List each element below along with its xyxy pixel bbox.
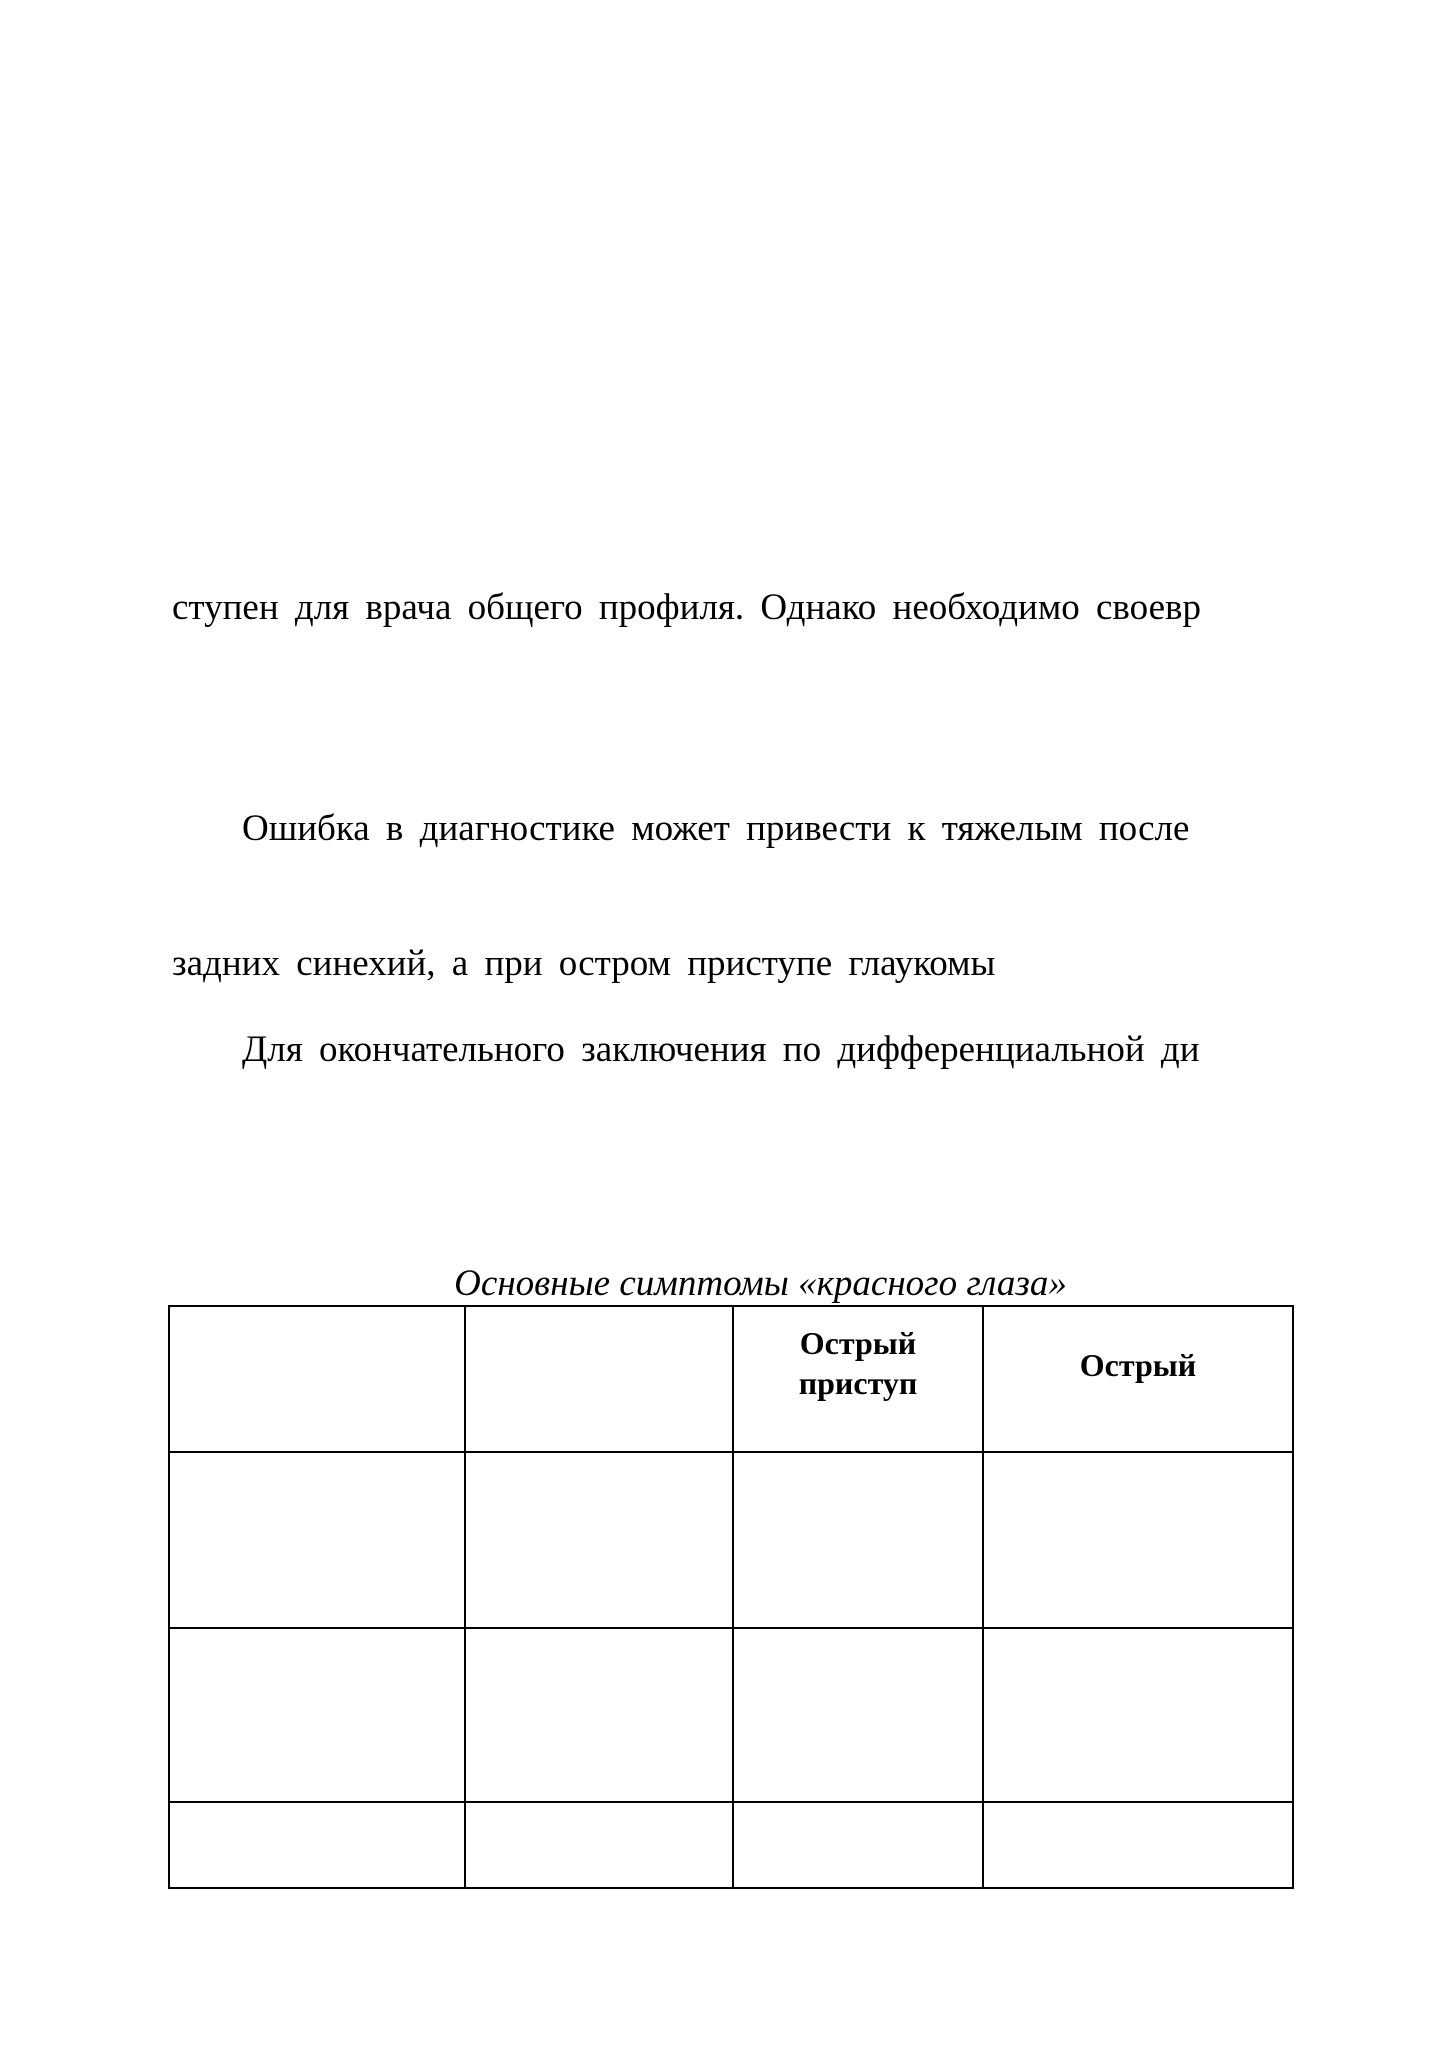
table-cell	[733, 1628, 983, 1802]
table-cell	[465, 1628, 733, 1802]
table-cell	[733, 1452, 983, 1628]
header-cell	[983, 1306, 1293, 1452]
table-cell	[169, 1628, 465, 1802]
symptoms-table	[168, 1305, 1294, 1889]
table-row	[169, 1452, 1293, 1628]
paragraph-line: задних синехий, а при остром приступе глаукомы	[172, 943, 996, 984]
table-cell	[733, 1802, 983, 1888]
paragraph-line: Ошибка в диагностике может привести к тяжелым после	[242, 808, 1190, 849]
header-cell	[465, 1306, 733, 1452]
table-caption: Основные симптомы «красного глаза»	[454, 1263, 1067, 1304]
table-cell	[983, 1628, 1293, 1802]
table-cell	[169, 1802, 465, 1888]
table-cell	[465, 1802, 733, 1888]
header-cell	[733, 1306, 983, 1452]
header-cell-text: Острый	[1079, 1347, 1197, 1383]
paragraph-line: ступен для врача общего профиля. Однако необходимо своевр	[172, 587, 1201, 628]
table-row	[169, 1802, 1293, 1888]
table-cell	[983, 1452, 1293, 1628]
paragraph-line: Для окончательного заключения по дифференциальной ди	[242, 1029, 1200, 1070]
table-header-row	[169, 1306, 1293, 1452]
header-cell-text	[170, 1307, 464, 1323]
table-row	[169, 1628, 1293, 1802]
header-cell-text	[466, 1307, 732, 1323]
table-cell	[465, 1452, 733, 1628]
table-cell	[169, 1452, 465, 1628]
header-cell-text: Острый приступ	[798, 1325, 918, 1401]
header-cell	[169, 1306, 465, 1452]
table-cell	[983, 1802, 1293, 1888]
